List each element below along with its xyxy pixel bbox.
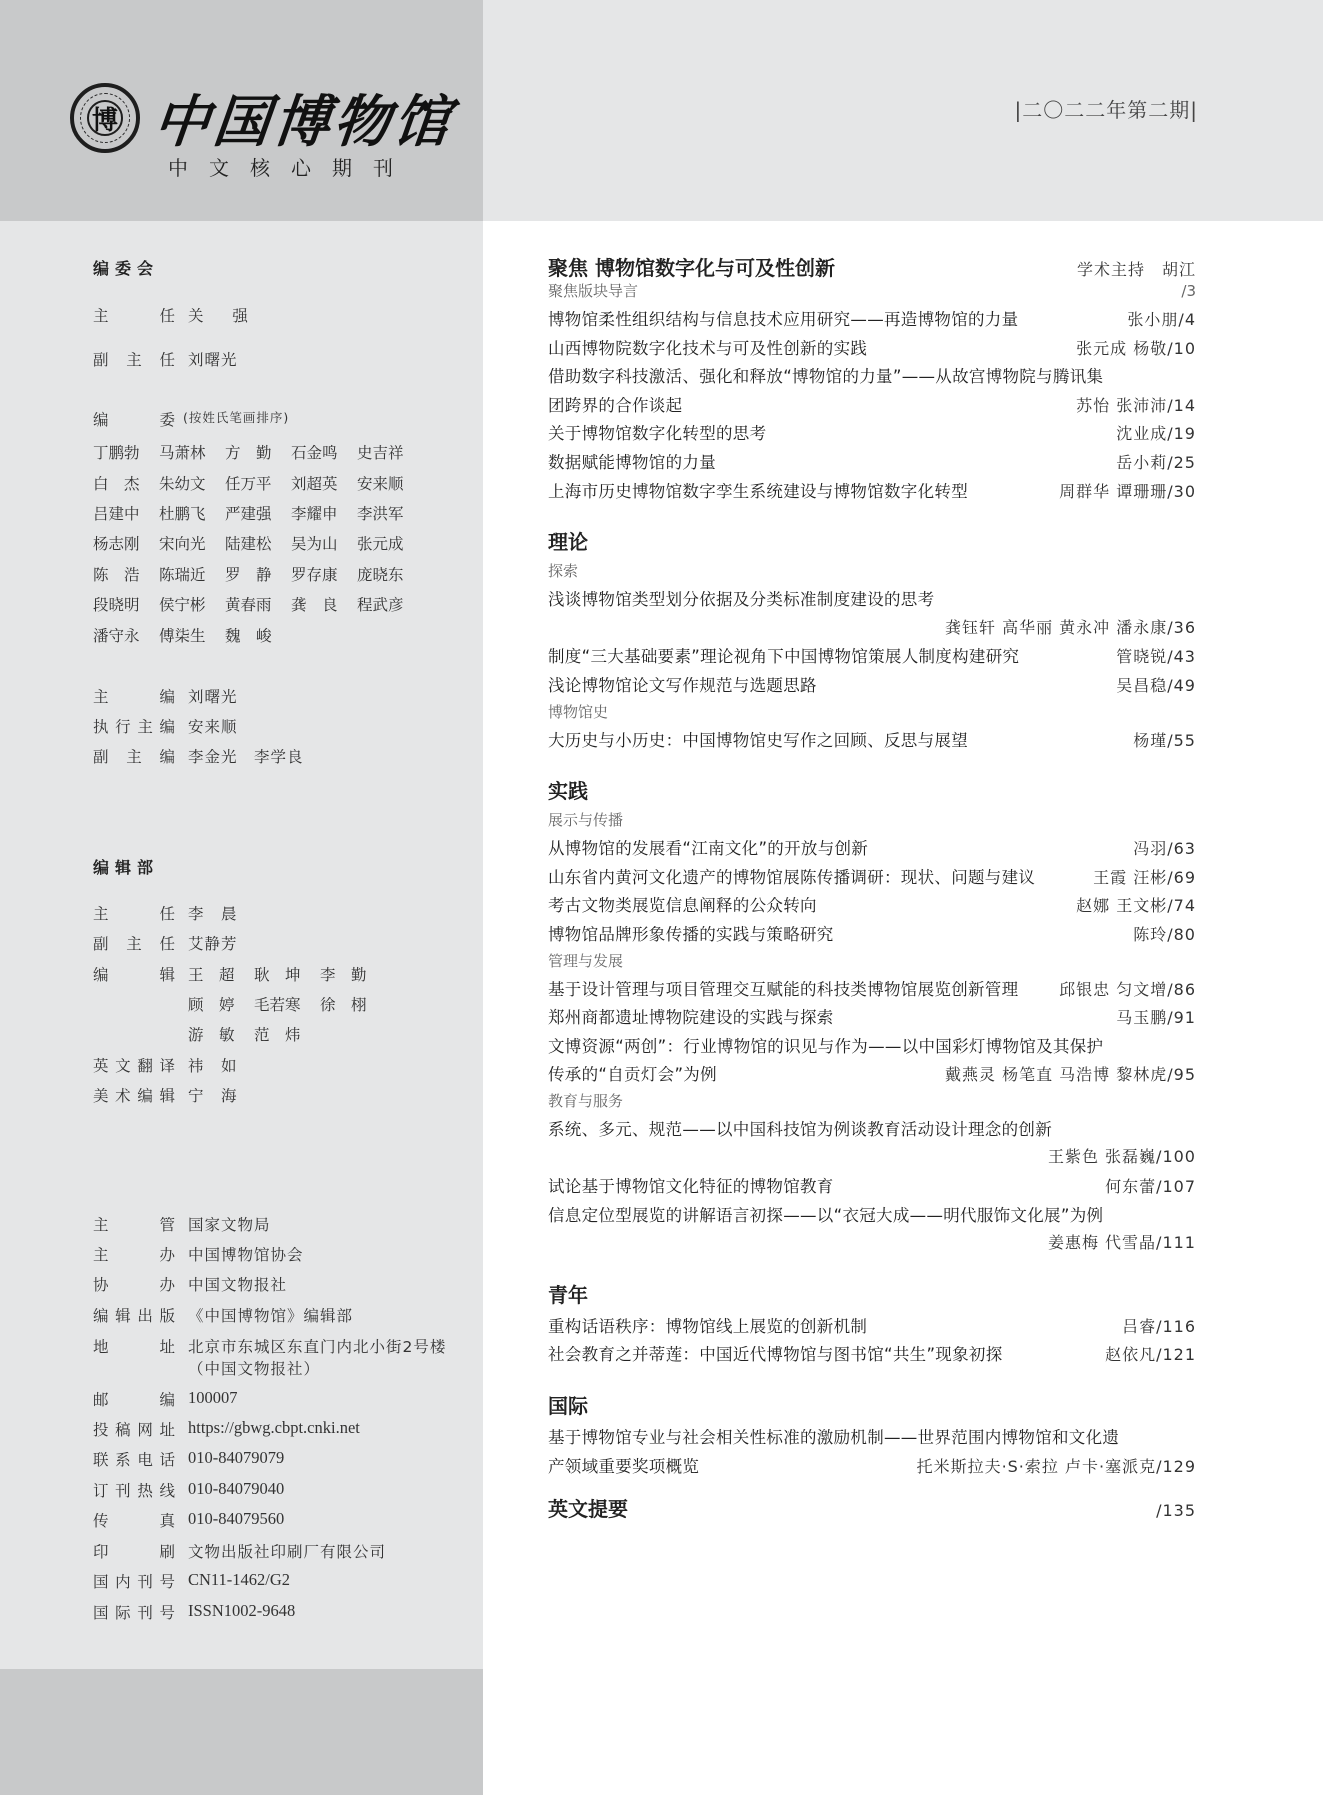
toc-article[interactable]: 山东省内黄河文化遗产的博物馆展陈传播调研：现状、问题与建议 王霞 汪彬/69 bbox=[548, 867, 1196, 887]
toc-article[interactable]: 上海市历史博物馆数字孪生系统建设与博物馆数字化转型 周群华 谭珊珊/30 bbox=[548, 481, 1196, 501]
toc-article-authors[interactable]: 龚钰轩 高华丽 黄永冲 潘永康/36 bbox=[944, 617, 1196, 637]
pub-info-cn-number: 国 内 刊 号 CN11-1462/G2 bbox=[93, 1570, 291, 1591]
toc-section-english-abstracts[interactable]: 英文提要 /135 bbox=[548, 1497, 1196, 1522]
sort-note: (按姓氏笔画排序) bbox=[183, 410, 290, 425]
role-value: 刘曙光 bbox=[188, 351, 238, 369]
toc-section-international: 国际 bbox=[548, 1394, 588, 1419]
editorial-board-heading: 编委会 bbox=[93, 259, 160, 278]
toc-subsection: 管理与发展 bbox=[548, 951, 624, 970]
toc-article[interactable]: 从博物馆的发展看“江南文化”的开放与创新 冯羽/63 bbox=[548, 839, 1196, 859]
pub-info-publisher: 编 辑 出 版 《中国博物馆》编辑部 bbox=[93, 1307, 354, 1325]
dept-director-row: 主 任 李 晨 bbox=[93, 905, 238, 923]
toc-article[interactable]: 试论基于博物馆文化特征的博物馆教育 何东蕾/107 bbox=[548, 1177, 1196, 1197]
toc-article-authors[interactable]: 王紫色 张磊巍/100 bbox=[1047, 1147, 1196, 1167]
board-chair-row bbox=[93, 304, 260, 326]
members-row: 陈 浩 陈瑞近 罗 静 罗存康 庞晓东 bbox=[93, 565, 404, 584]
toc-section-practice: 实践 bbox=[548, 779, 588, 804]
journal-logo bbox=[70, 78, 458, 158]
toc-article[interactable]: 系统、多元、规范——以中国科技馆为例谈教育活动设计理念的创新 bbox=[548, 1119, 1052, 1139]
deputy-editors-row: 副 主 编 李金光 李学良 bbox=[93, 748, 304, 766]
role-value: 关 强 bbox=[188, 307, 260, 325]
toc-article[interactable]: 社会教育之并蒂莲：中国近代博物馆与图书馆“共生”现象初探 赵依凡/121 bbox=[548, 1345, 1196, 1365]
toc-article[interactable]: 浅谈博物馆类型划分依据及分类标准制度建设的思考 bbox=[548, 590, 935, 610]
academic-host: 学术主持 胡江 bbox=[1076, 260, 1196, 279]
toc-article[interactable]: 郑州商都遗址博物院建设的实践与探索 马玉鹏/91 bbox=[548, 1008, 1196, 1028]
toc-article-cont[interactable]: 产领域重要奖项概览 托米斯拉夫·S·索拉 卢卡·塞派克/129 bbox=[548, 1456, 1196, 1476]
toc-article[interactable]: 浅论博物馆论文写作规范与选题思路 吴昌稳/49 bbox=[548, 675, 1196, 695]
toc-article[interactable]: 借助数字科技激活、强化和释放“博物馆的力量”——从故宫博物院与腾讯集 bbox=[548, 367, 1104, 387]
role-label: 主 任 bbox=[93, 307, 175, 325]
dept-vice-director-row: 副 主 任 艾静芳 bbox=[93, 935, 238, 953]
toc-section-focus: 聚焦 博物馆数字化与可及性创新 学术主持 胡江 bbox=[548, 256, 1196, 280]
toc-article[interactable]: 关于博物馆数字化转型的思考 沈业成/19 bbox=[548, 424, 1196, 444]
members-row: 潘守永 傅柒生 魏 峻 bbox=[93, 626, 272, 645]
toc-article[interactable]: 基于设计管理与项目管理交互赋能的科技类博物馆展览创新管理 邱银忠 匀文增/86 bbox=[548, 979, 1196, 999]
toc-subsection: 展示与传播 bbox=[548, 811, 624, 830]
toc-article[interactable]: 博物馆品牌形象传播的实践与策略研究 陈玲/80 bbox=[548, 924, 1196, 944]
toc-article[interactable]: 博物馆柔性组织结构与信息技术应用研究——再造博物馆的力量 张小朋/4 bbox=[548, 310, 1196, 329]
pub-info-phone: 联 系 电 话 010-84079079 bbox=[93, 1448, 285, 1469]
toc-subsection: 博物馆史 bbox=[548, 702, 609, 721]
art-editor-row: 美 术 编 辑 宁 海 bbox=[93, 1087, 238, 1105]
executive-editor-row: 执 行 主 编 安来顺 bbox=[93, 718, 238, 736]
pub-info-supervisor: 主 管 国家文物局 bbox=[93, 1216, 271, 1234]
toc-article[interactable]: 信息定位型展览的讲解语言初探——以“衣冠大成——明代服饰文化展”为例 bbox=[548, 1205, 1104, 1225]
toc-item-intro[interactable]: 聚焦版块导言 /3 bbox=[548, 282, 1196, 300]
toc-article[interactable]: 数据赋能博物馆的力量 岳小莉/25 bbox=[548, 452, 1196, 472]
toc-subsection: 探索 bbox=[548, 562, 579, 581]
role-label: 副 主 任 bbox=[93, 351, 175, 369]
board-members-grid bbox=[93, 437, 423, 650]
editors-names-row: 王 超 耿 坤 李 勤 bbox=[188, 966, 367, 984]
members-row: 段晓明 侯宁彬 黄春雨 龚 良 程武彦 bbox=[93, 596, 404, 615]
pub-info-sponsor: 主 办 中国博物馆协会 bbox=[93, 1246, 304, 1264]
toc-article[interactable]: 山西博物院数字化技术与可及性创新的实践 张元成 杨敬/10 bbox=[548, 338, 1196, 358]
board-vice-chair-row bbox=[93, 348, 238, 370]
journal-subtitle: 中文核心期刊 bbox=[168, 156, 414, 180]
editors-names-row: 游 敏 范 炜 bbox=[188, 1026, 301, 1044]
toc-article-authors[interactable]: 姜惠梅 代雪晶/111 bbox=[1047, 1233, 1196, 1253]
toc-article[interactable]: 考古文物类展览信息阐释的公众转向 赵娜 王文彬/74 bbox=[548, 896, 1196, 916]
toc-section-theory: 理论 bbox=[548, 530, 588, 555]
toc-article-cont[interactable]: 传承的“自贡灯会”为例 戴燕灵 杨笔直 马浩博 黎林虎/95 bbox=[548, 1065, 1196, 1085]
editor-in-chief-row: 主 编 刘曙光 bbox=[93, 688, 238, 706]
toc-article-cont[interactable]: 团跨界的合作谈起 苏怡 张沛沛/14 bbox=[548, 395, 1196, 415]
pub-info-submission-url: 投 稿 网 址 https://gbwg.cbpt.cnki.net bbox=[93, 1418, 360, 1439]
toc-article[interactable]: 文博资源“两创”：行业博物馆的识见与作为——以中国彩灯博物馆及其保护 bbox=[548, 1036, 1104, 1056]
editors-names-row: 顾 婷 毛若寒 徐 栩 bbox=[188, 996, 367, 1014]
pub-info-subscription-hotline: 订 刊 热 线 010-84079040 bbox=[93, 1479, 285, 1500]
pub-info-co-sponsor: 协 办 中国文物报社 bbox=[93, 1276, 288, 1294]
toc-article[interactable]: 基于博物馆专业与社会相关性标准的激励机制——世界范围内博物馆和文化遗 bbox=[548, 1428, 1120, 1448]
role-label: 编 委 bbox=[93, 411, 175, 429]
editorial-dept-heading: 编辑部 bbox=[93, 858, 160, 877]
members-row: 杨志刚 宋向光 陆建松 吴为山 张元成 bbox=[93, 535, 404, 554]
toc-article[interactable]: 大历史与小历史：中国博物馆史写作之回顾、反思与展望 杨瑾/55 bbox=[548, 730, 1196, 750]
members-row: 吕建中 杜鹏飞 严建强 李耀申 李洪军 bbox=[93, 504, 404, 523]
toc-article[interactable]: 制度“三大基础要素”理论视角下中国博物馆策展人制度构建研究 管晓锐/43 bbox=[548, 647, 1196, 667]
table-of-contents bbox=[548, 252, 1196, 1521]
toc-subsection: 教育与服务 bbox=[548, 1091, 624, 1110]
members-row: 丁鹏勃 马萧林 方 勤 石金鸣 史吉祥 bbox=[93, 444, 404, 463]
toc-article[interactable]: 重构话语秩序：博物馆线上展览的创新机制 吕睿/116 bbox=[548, 1316, 1196, 1336]
pub-info-postcode: 邮 编 100007 bbox=[93, 1388, 238, 1409]
board-members-label-row bbox=[93, 408, 289, 430]
pub-info-printer: 印 刷 文物出版社印刷厂有限公司 bbox=[93, 1543, 387, 1561]
dept-editors-row: 编 辑 bbox=[93, 966, 175, 984]
issue-label: |二〇二二年第二期| bbox=[1014, 98, 1198, 122]
members-row: 白 杰 朱幼文 任万平 刘超英 安来顺 bbox=[93, 474, 404, 493]
footer-left-band bbox=[0, 1669, 483, 1795]
toc-section-youth: 青年 bbox=[548, 1282, 588, 1307]
translator-row: 英 文 翻 译 祎 如 bbox=[93, 1057, 238, 1075]
journal-title: 中国博物馆 bbox=[150, 89, 458, 155]
museum-association-emblem-icon: 博 bbox=[70, 83, 140, 153]
pub-info-issn: 国 际 刊 号 ISSN1002-9648 bbox=[93, 1601, 296, 1622]
pub-info-address: 地 址 北京市东城区东直门内北小街2号楼 （中国文物报社） bbox=[93, 1338, 447, 1378]
pub-info-fax: 传 真 010-84079560 bbox=[93, 1509, 285, 1530]
